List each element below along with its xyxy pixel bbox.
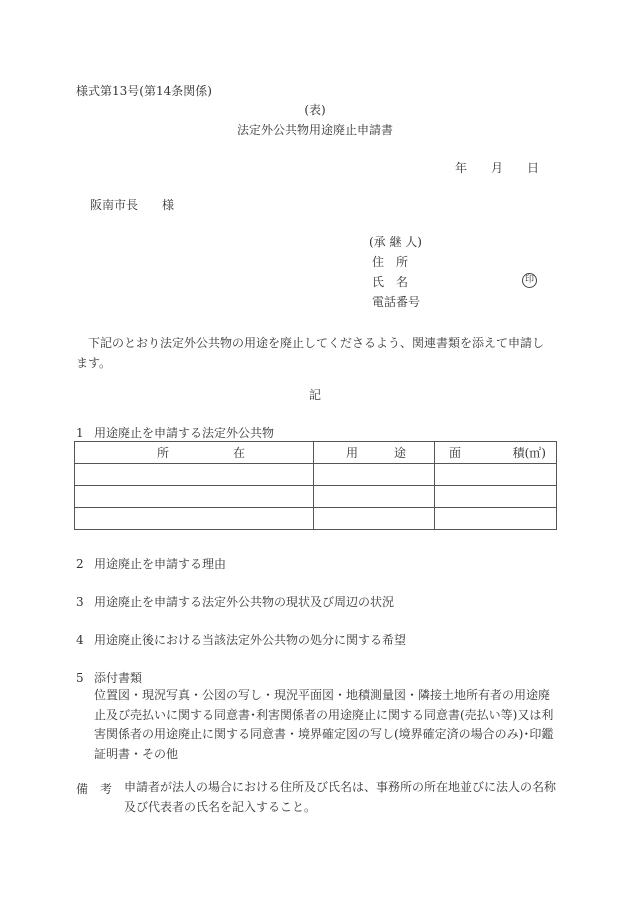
addressee-name: 阪南市長 <box>90 198 139 212</box>
header-use-char-2: 途 <box>393 445 406 460</box>
form-title: 法定外公共物用途廃止申請書 <box>236 123 393 137</box>
header-use <box>314 442 435 464</box>
remarks-label <box>76 783 112 795</box>
section-number: 2 <box>76 557 84 571</box>
section-title: 添付書類 <box>94 671 143 685</box>
area-cell[interactable] <box>435 464 557 486</box>
remarks-text <box>124 778 556 817</box>
seal-icon: 印 <box>522 273 537 288</box>
header-use-char-1: 用 <box>346 445 359 460</box>
header-area-char-1: 面 <box>449 445 462 460</box>
form-number: 様式第13号(第14条関係) <box>76 84 212 98</box>
ki-label: 記 <box>308 388 321 402</box>
section-number: 1 <box>76 426 84 440</box>
section-2-heading <box>76 558 226 570</box>
date-line <box>455 162 539 174</box>
addressee-honorific: 様 <box>162 198 175 212</box>
remarks-text-line-2: 及び代表者の氏名を記入すること。 <box>124 799 317 814</box>
section-4-heading <box>76 634 406 646</box>
request-text: 下記のとおり法定外公共物の用途を廃止してくださるよう、関連書類を添えて申請します。 <box>76 336 545 370</box>
name-label: 氏 名 <box>372 275 409 289</box>
table-row <box>75 464 557 486</box>
phone-label: 電話番号 <box>372 295 421 309</box>
location-cell[interactable] <box>75 464 314 486</box>
header-area <box>435 442 557 464</box>
remarks-label-char-1: 備 <box>76 782 89 796</box>
table-header-row <box>75 442 557 464</box>
remarks-text-line-1: 申請者が法人の場合における住所及び氏名は、事務所の所在地並びに法人の名称 <box>124 780 557 794</box>
location-cell[interactable] <box>75 508 314 530</box>
location-cell[interactable] <box>75 486 314 508</box>
section-title: 用途廃止後における当該法定外公共物の処分に関する希望 <box>94 633 407 647</box>
use-cell[interactable] <box>314 508 435 530</box>
section-number: 4 <box>76 633 84 647</box>
use-cell[interactable] <box>314 464 435 486</box>
section-title: 用途廃止を申請する法定外公共物 <box>94 426 275 440</box>
form-side-label: (表) <box>304 103 326 117</box>
attachments-text: 位置図・現況写真・公図の写し・現況平面図・地積測量図・隣接土地所有者の用途廃止及び売払いに関する同意書･利害関係者の用途廃止に関する同意書(売払い等)又は利害関係者の用途廃止に関する同意書・境界確定図の写し(境界確定済の場合のみ)･印鑑証明書・その他 <box>94 688 554 761</box>
table-row <box>75 508 557 530</box>
day-label: 日 <box>527 161 540 175</box>
header-location <box>75 442 314 464</box>
header-area-char-2: 積(㎡) <box>512 445 546 460</box>
section-1-heading <box>76 427 274 439</box>
section-title: 用途廃止を申請する理由 <box>94 557 227 571</box>
table-row <box>75 486 557 508</box>
remarks-label-char-2: 考 <box>100 782 113 796</box>
address-label: 住 所 <box>372 255 409 269</box>
area-cell[interactable] <box>435 486 557 508</box>
successor-heading: (承 継 人) <box>369 235 422 249</box>
use-cell[interactable] <box>314 486 435 508</box>
month-label: 月 <box>491 161 504 175</box>
addressee <box>90 199 174 211</box>
header-location-char-1: 所 <box>157 445 170 460</box>
section-title: 用途廃止を申請する法定外公共物の現状及び周辺の状況 <box>94 595 395 609</box>
property-table <box>74 441 557 530</box>
section-3-heading <box>76 596 394 608</box>
header-location-char-2: 在 <box>232 445 245 460</box>
section-5-heading <box>76 672 142 684</box>
year-label: 年 <box>455 161 468 175</box>
area-cell[interactable] <box>435 508 557 530</box>
section-number: 5 <box>76 671 84 685</box>
section-number: 3 <box>76 595 84 609</box>
